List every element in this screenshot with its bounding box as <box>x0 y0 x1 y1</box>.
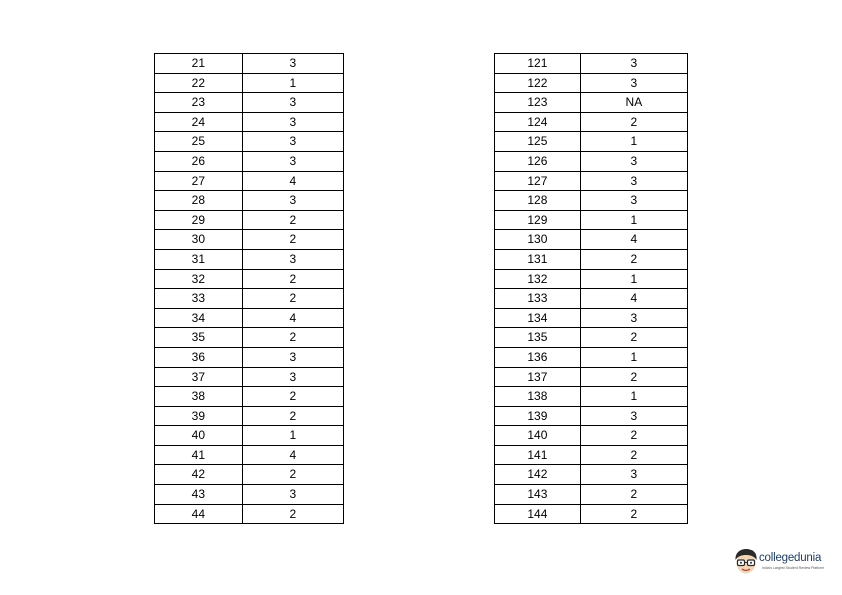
right-table-row <box>495 347 688 367</box>
question-number-cell: 130 <box>495 230 581 250</box>
question-number-cell: 129 <box>495 210 581 230</box>
answer-cell: 2 <box>242 289 343 309</box>
left-table-row <box>155 504 344 524</box>
answer-cell: 2 <box>242 406 343 426</box>
answer-cell: 2 <box>242 210 343 230</box>
left-table-row <box>155 191 344 211</box>
left-table-row <box>155 171 344 191</box>
answer-cell: 3 <box>242 347 343 367</box>
right-table-row <box>495 308 688 328</box>
question-number-cell: 140 <box>495 426 581 446</box>
right-table-row <box>495 406 688 426</box>
question-number-cell: 31 <box>155 249 243 269</box>
left-table-row <box>155 347 344 367</box>
left-table-row <box>155 54 344 74</box>
question-number-cell: 41 <box>155 445 243 465</box>
right-table-row <box>495 445 688 465</box>
logo-tagline: India's Largest Student Review Platform <box>762 566 825 570</box>
right-table-row <box>495 132 688 152</box>
right-table-row <box>495 151 688 171</box>
left-table-row <box>155 132 344 152</box>
answer-cell: 1 <box>580 269 687 289</box>
right-table-row <box>495 171 688 191</box>
question-number-cell: 132 <box>495 269 581 289</box>
question-number-cell: 131 <box>495 249 581 269</box>
answer-cell: 2 <box>580 328 687 348</box>
answer-cell: 1 <box>580 347 687 367</box>
answer-cell: 3 <box>242 93 343 113</box>
left-table-row <box>155 73 344 93</box>
left-table-row <box>155 485 344 505</box>
question-number-cell: 43 <box>155 485 243 505</box>
answer-cell: 1 <box>580 387 687 407</box>
question-number-cell: 44 <box>155 504 243 524</box>
question-number-cell: 125 <box>495 132 581 152</box>
right-table-row <box>495 269 688 289</box>
left-table-row <box>155 445 344 465</box>
question-number-cell: 33 <box>155 289 243 309</box>
answer-cell: 3 <box>242 367 343 387</box>
question-number-cell: 122 <box>495 73 581 93</box>
answer-cell: 2 <box>580 445 687 465</box>
answer-cell: 3 <box>580 465 687 485</box>
right-table-row <box>495 289 688 309</box>
question-number-cell: 28 <box>155 191 243 211</box>
right-table-row <box>495 426 688 446</box>
question-number-cell: 35 <box>155 328 243 348</box>
question-number-cell: 36 <box>155 347 243 367</box>
question-number-cell: 25 <box>155 132 243 152</box>
left-table-row <box>155 406 344 426</box>
question-number-cell: 24 <box>155 112 243 132</box>
answer-cell: 3 <box>242 191 343 211</box>
answer-cell: 4 <box>242 308 343 328</box>
left-table-row <box>155 151 344 171</box>
question-number-cell: 133 <box>495 289 581 309</box>
question-number-cell: 138 <box>495 387 581 407</box>
question-number-cell: 40 <box>155 426 243 446</box>
answer-cell: 2 <box>580 426 687 446</box>
left-table-row <box>155 269 344 289</box>
question-number-cell: 38 <box>155 387 243 407</box>
question-number-cell: 144 <box>495 504 581 524</box>
left-table-row <box>155 367 344 387</box>
question-number-cell: 123 <box>495 93 581 113</box>
answer-cell: 2 <box>242 387 343 407</box>
question-number-cell: 121 <box>495 54 581 74</box>
question-number-cell: 21 <box>155 54 243 74</box>
question-number-cell: 135 <box>495 328 581 348</box>
question-number-cell: 141 <box>495 445 581 465</box>
answer-cell: 4 <box>580 230 687 250</box>
answer-cell: 2 <box>580 485 687 505</box>
left-table-row <box>155 249 344 269</box>
answer-cell: 3 <box>242 151 343 171</box>
left-table-row <box>155 308 344 328</box>
answer-cell: 2 <box>580 504 687 524</box>
question-number-cell: 142 <box>495 465 581 485</box>
question-number-cell: 124 <box>495 112 581 132</box>
question-number-cell: 127 <box>495 171 581 191</box>
answer-table-left <box>154 53 344 524</box>
answer-cell: 2 <box>580 367 687 387</box>
right-table-row <box>495 73 688 93</box>
question-number-cell: 134 <box>495 308 581 328</box>
question-number-cell: 37 <box>155 367 243 387</box>
question-number-cell: 137 <box>495 367 581 387</box>
question-number-cell: 30 <box>155 230 243 250</box>
answer-cell: 4 <box>580 289 687 309</box>
left-table-row <box>155 328 344 348</box>
left-table-row <box>155 426 344 446</box>
answer-cell: 3 <box>580 191 687 211</box>
right-table-row <box>495 112 688 132</box>
mascot-icon <box>733 548 759 576</box>
answer-cell: 3 <box>242 132 343 152</box>
answer-cell: 2 <box>242 504 343 524</box>
right-table-row <box>495 249 688 269</box>
question-number-cell: 34 <box>155 308 243 328</box>
right-table-row <box>495 210 688 230</box>
left-table-row <box>155 387 344 407</box>
logo-brand-text: collegedunia <box>759 552 822 564</box>
left-table-row <box>155 93 344 113</box>
question-number-cell: 126 <box>495 151 581 171</box>
left-table-row <box>155 289 344 309</box>
answer-table-right <box>494 53 688 524</box>
left-table-row <box>155 230 344 250</box>
question-number-cell: 136 <box>495 347 581 367</box>
answer-cell: 3 <box>242 249 343 269</box>
answer-cell: 3 <box>580 308 687 328</box>
answer-cell: 1 <box>242 73 343 93</box>
question-number-cell: 128 <box>495 191 581 211</box>
answer-cell: 3 <box>580 151 687 171</box>
answer-cell: 3 <box>242 485 343 505</box>
answer-cell: 2 <box>242 269 343 289</box>
right-table-row <box>495 387 688 407</box>
left-table-row <box>155 112 344 132</box>
question-number-cell: 139 <box>495 406 581 426</box>
answer-cell: 2 <box>242 328 343 348</box>
answer-cell: 1 <box>580 210 687 230</box>
answer-cell: 2 <box>242 230 343 250</box>
question-number-cell: 143 <box>495 485 581 505</box>
right-table-row <box>495 504 688 524</box>
left-table-row <box>155 210 344 230</box>
question-number-cell: 23 <box>155 93 243 113</box>
answer-cell: 3 <box>580 406 687 426</box>
question-number-cell: 32 <box>155 269 243 289</box>
right-table-row <box>495 230 688 250</box>
answer-cell: 3 <box>242 54 343 74</box>
collegedunia-logo[interactable] <box>733 548 833 578</box>
question-number-cell: 27 <box>155 171 243 191</box>
answer-cell: 2 <box>580 249 687 269</box>
answer-cell: NA <box>580 93 687 113</box>
answer-cell: 3 <box>580 73 687 93</box>
question-number-cell: 42 <box>155 465 243 485</box>
answer-cell: 4 <box>242 445 343 465</box>
question-number-cell: 26 <box>155 151 243 171</box>
right-table-row <box>495 191 688 211</box>
question-number-cell: 29 <box>155 210 243 230</box>
answer-cell: 3 <box>580 171 687 191</box>
question-number-cell: 39 <box>155 406 243 426</box>
question-number-cell: 22 <box>155 73 243 93</box>
answer-cell: 2 <box>580 112 687 132</box>
answer-cell: 4 <box>242 171 343 191</box>
right-table-row <box>495 54 688 74</box>
right-table-row <box>495 485 688 505</box>
answer-cell: 1 <box>242 426 343 446</box>
answer-cell: 3 <box>242 112 343 132</box>
right-table-row <box>495 93 688 113</box>
answer-cell: 2 <box>242 465 343 485</box>
right-table-row <box>495 367 688 387</box>
answer-cell: 3 <box>580 54 687 74</box>
answer-cell: 1 <box>580 132 687 152</box>
right-table-row <box>495 465 688 485</box>
right-table-row <box>495 328 688 348</box>
left-table-row <box>155 465 344 485</box>
